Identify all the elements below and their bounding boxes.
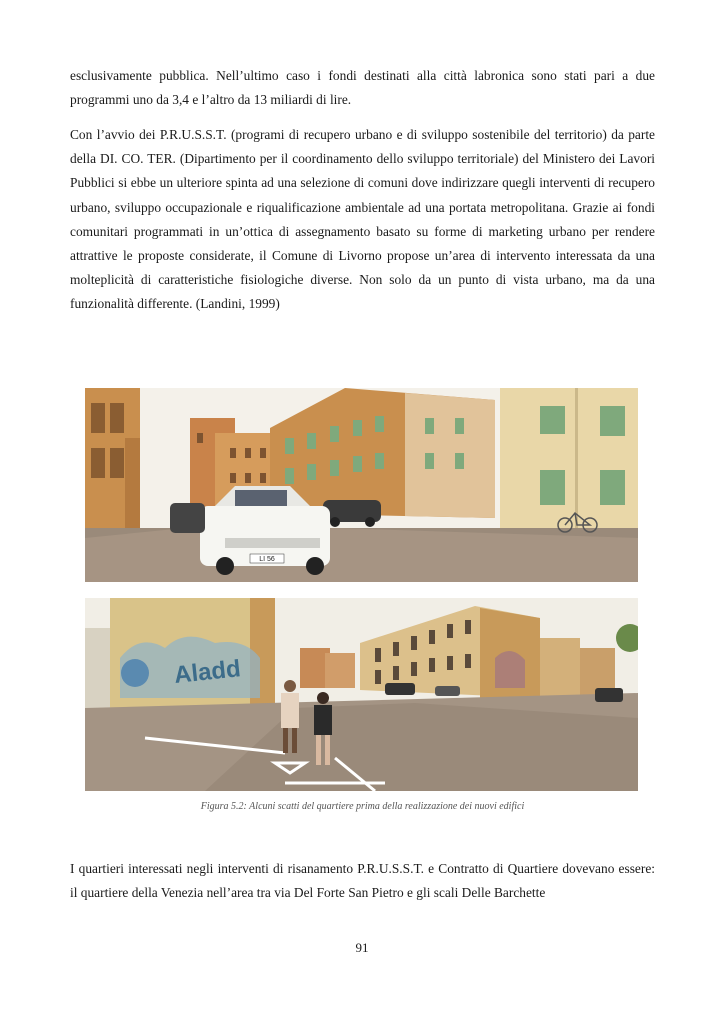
right-building	[500, 388, 638, 528]
photo-street-panorama-bottom	[85, 598, 638, 791]
page-number: 91	[355, 940, 369, 955]
figure-caption: Figura 5.2: Alcuni scatti del quartiere prima della realizzazione dei nuovi edifici	[200, 801, 525, 812]
paragraph-2: Con l’avvio dei P.R.U.S.S.T. (programi di recupero urbano e di sviluppo sostenibile del territorio) da parte della DI. CO. TER. (Dipartimento per il coordinamento dello sviluppo territoriale) del Ministero dei Lavori Pubblici si ebbe un ulteriore spinta ad una selezione di comuni dove indirizzare quegli interventi di recupero urbano, sviluppo occupazionale e riqualificazione ambientale ad una portata metropolitana. Grazie ai fondi comunitari programmati in un’ottica di assegnamento basato su forme di marketing urbano per rendere attrattive le proposte considerate, il Comune di Livorno propose un’area di intervento interessata da una molteplicità di caratteristiche fisiologiche diverse. Non solo da un punto di vista urbano, ma da una funzionalità differente. (Landini, 1999)	[70, 127, 655, 312]
paragraph-3: I quartieri interessati negli interventi di risanamento P.R.U.S.S.T. e Contratto di Quartiere dovevano essere: il quartiere della Venezia nell’area tra via Del Forte San Pietro e gli scali Delle Barchette	[70, 861, 655, 901]
parked-car	[170, 503, 205, 533]
graffiti-text: Aladd	[172, 655, 242, 689]
photo-street-panorama-top	[85, 388, 638, 582]
paragraph-1: esclusivamente pubblica. Nell’ultimo caso i fondi destinati alla città labronica sono stati pari a due programmi uno da 3,4 e l’altro da 13 miliardi di lire.	[70, 68, 655, 108]
left-building	[85, 388, 140, 528]
distant-buildings-bottom	[300, 648, 355, 688]
parked-car	[435, 686, 460, 696]
graffiti-building	[85, 598, 275, 708]
parked-car	[385, 683, 415, 695]
car-plate-text: LI 56	[259, 556, 275, 563]
parked-car	[595, 688, 623, 702]
